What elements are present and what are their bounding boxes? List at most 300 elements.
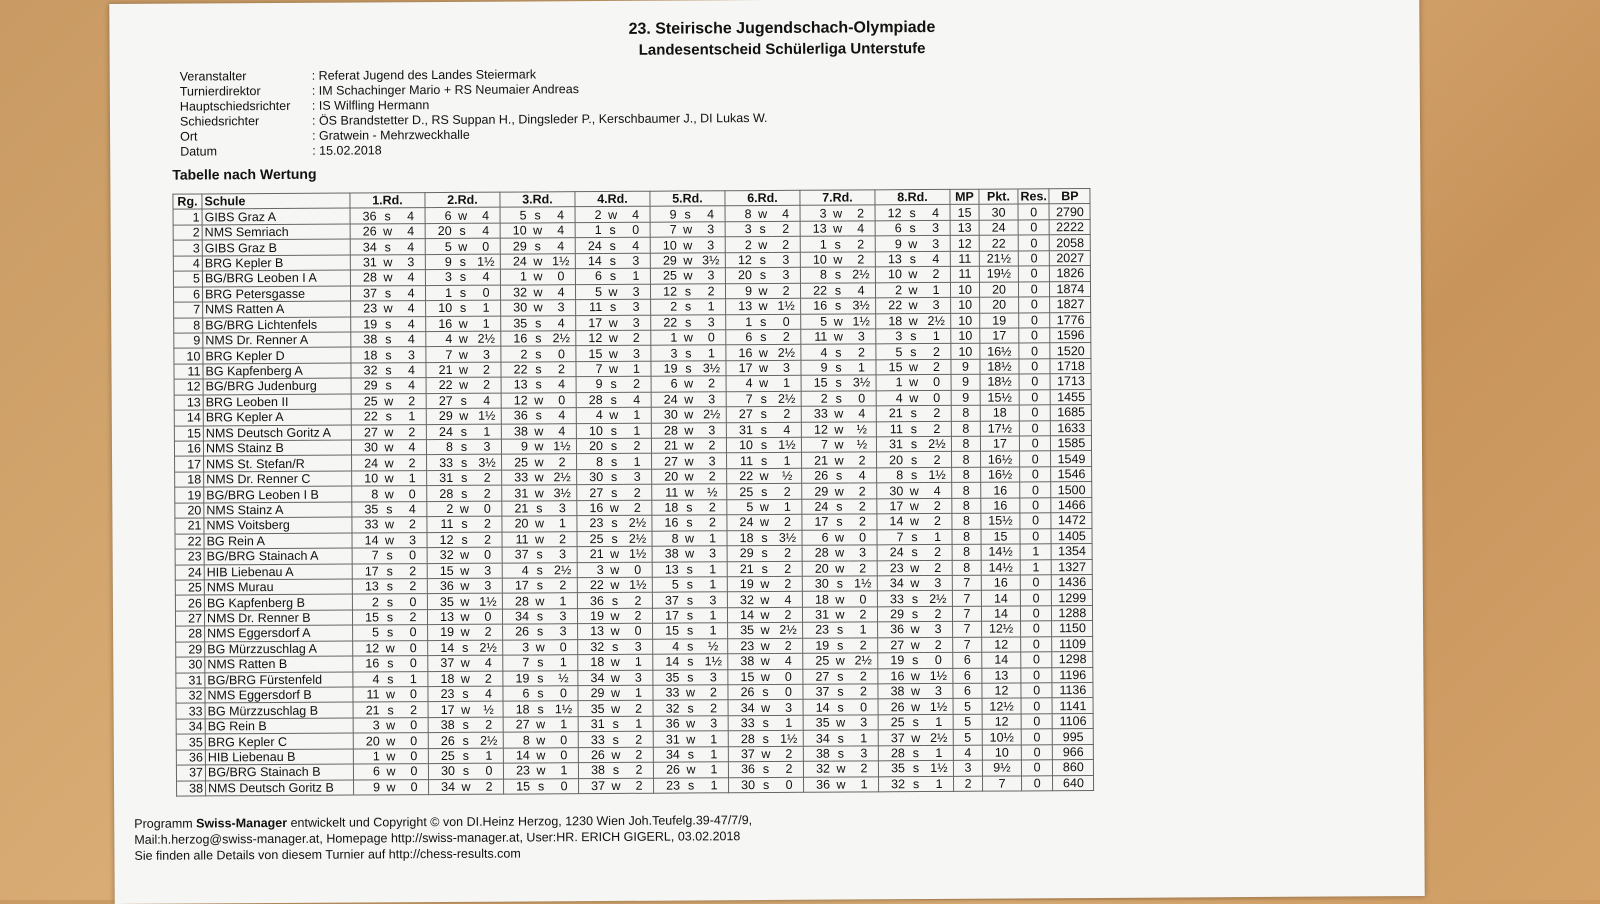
color-cell: w [757, 700, 775, 716]
color-cell: w [379, 224, 397, 240]
color-cell: s [832, 746, 850, 762]
round-points-cell: 0 [772, 314, 801, 330]
round-points-cell: 2 [398, 424, 427, 440]
round-points-cell: 1½ [772, 298, 801, 314]
color-cell: w [604, 315, 622, 331]
color-cell: s [830, 514, 848, 530]
opponent-cell: 16 [726, 345, 755, 361]
round-points-cell: 2½ [548, 470, 577, 486]
color-cell: w [832, 761, 850, 777]
color-cell: w [906, 668, 924, 684]
color-cell: s [604, 269, 622, 285]
opponent-cell: 38 [728, 654, 757, 670]
header-round: 7.Rd. [800, 190, 875, 206]
opponent-cell: 37 [428, 656, 457, 672]
color-cell: w [454, 331, 472, 347]
round-points-cell: 0 [547, 269, 576, 285]
round-points-cell: 2 [850, 761, 879, 777]
color-cell: w [530, 423, 548, 439]
round-points-cell: 3 [622, 253, 651, 269]
mp-cell: 7 [953, 637, 982, 653]
opponent-cell: 34 [803, 730, 832, 746]
color-cell: s [831, 684, 849, 700]
color-cell: w [530, 454, 548, 470]
round-points-cell: 1 [548, 516, 577, 532]
round-points-cell: 3 [924, 683, 953, 699]
round-points-cell: 2 [472, 362, 501, 378]
opponent-cell: 26 [653, 762, 682, 778]
color-cell: w [607, 701, 625, 717]
school-cell: NMS Eggersdorf A [205, 625, 353, 641]
opponent-cell: 24 [575, 238, 604, 254]
results-sheet [109, 0, 1424, 904]
pkt-cell: 16½ [980, 343, 1019, 359]
opponent-cell: 25 [577, 531, 606, 547]
color-cell: s [679, 299, 697, 315]
round-points-cell: 3 [473, 439, 502, 455]
opponent-cell: 9 [875, 236, 904, 252]
color-cell: s [906, 606, 924, 622]
opponent-cell: 20 [425, 223, 454, 239]
bp-cell: 1288 [1052, 605, 1093, 621]
color-cell: w [456, 609, 474, 625]
color-cell: w [906, 622, 924, 638]
opponent-cell: 1 [726, 314, 755, 330]
color-cell: s [455, 470, 473, 486]
opponent-cell: 35 [803, 715, 832, 731]
rank-cell: 6 [173, 287, 202, 303]
mp-cell: 8 [952, 498, 981, 514]
color-cell: s [606, 593, 624, 609]
rank-cell: 38 [177, 781, 206, 797]
color-cell: w [756, 669, 774, 685]
color-cell: w [755, 468, 773, 484]
round-points-cell: 0 [774, 684, 803, 700]
opponent-cell: 31 [653, 731, 682, 747]
page-subtitle: Landesentscheid Schülerliga Unterstufe [638, 40, 926, 59]
opponent-cell: 29 [877, 606, 906, 622]
color-cell: w [457, 702, 475, 718]
round-points-cell: 2 [924, 637, 953, 653]
round-points-cell: 2 [400, 702, 429, 718]
rank-cell: 33 [176, 703, 205, 719]
round-points-cell: 1 [700, 746, 729, 762]
header-school: Schule [202, 193, 350, 209]
round-points-cell: 2 [924, 544, 953, 560]
opponent-cell: 17 [576, 315, 605, 331]
color-cell: w [380, 424, 398, 440]
color-cell: s [382, 702, 400, 718]
round-points-cell: 2½ [623, 531, 652, 547]
round-points-cell: 0 [399, 548, 428, 564]
bp-cell: 1136 [1052, 683, 1093, 699]
round-points-cell: 3 [697, 314, 726, 330]
color-cell: s [907, 714, 925, 730]
school-cell: BG Kapfenberg B [204, 594, 352, 610]
color-cell: s [904, 328, 922, 344]
opponent-cell: 33 [877, 591, 906, 607]
round-points-cell: 1 [698, 530, 727, 546]
round-points-cell: 0 [399, 687, 428, 703]
mp-cell: 11 [950, 251, 979, 267]
round-points-cell: 2 [773, 406, 802, 422]
round-points-cell: 2 [698, 515, 727, 531]
opponent-cell: 33 [728, 715, 757, 731]
opponent-cell: 24 [802, 499, 831, 515]
opponent-cell: 12 [725, 252, 754, 268]
mp-cell: 7 [952, 606, 981, 622]
rank-cell: 30 [176, 657, 205, 673]
round-points-cell: 2 [623, 500, 652, 516]
color-cell: w [832, 715, 850, 731]
res-cell: 0 [1019, 359, 1050, 375]
color-cell: w [680, 422, 698, 438]
round-points-cell: 2½ [549, 562, 578, 578]
round-points-cell: 1 [625, 716, 654, 732]
opponent-cell: 33 [801, 406, 830, 422]
opponent-cell: 24 [727, 515, 756, 531]
opponent-cell: 7 [650, 222, 679, 238]
round-points-cell: 4 [472, 223, 501, 239]
opponent-cell: 16 [577, 500, 606, 516]
round-points-cell: 0 [399, 594, 428, 610]
round-points-cell: 2 [847, 205, 876, 221]
color-cell: s [906, 653, 924, 669]
bp-cell: 1455 [1051, 389, 1092, 405]
color-cell: w [754, 345, 772, 361]
opponent-cell: 3 [503, 640, 532, 656]
round-points-cell: 1 [697, 345, 726, 361]
round-points-cell: 1 [700, 731, 729, 747]
color-cell: w [529, 284, 547, 300]
color-cell: w [831, 653, 849, 669]
color-cell: w [381, 687, 399, 703]
bp-cell: 640 [1053, 775, 1094, 791]
round-points-cell: 2 [922, 267, 951, 283]
opponent-cell: 36 [653, 716, 682, 732]
tournament-info [180, 66, 768, 160]
pkt-cell: 20 [979, 282, 1018, 298]
color-cell: w [682, 762, 700, 778]
round-points-cell: 2 [774, 576, 803, 592]
opponent-cell: 3 [725, 221, 754, 237]
bp-cell: 1520 [1050, 343, 1091, 359]
opponent-cell: 36 [803, 777, 832, 793]
color-cell: w [380, 455, 398, 471]
rank-cell: 23 [175, 549, 204, 565]
round-points-cell: 4 [547, 223, 576, 239]
color-cell: w [530, 485, 548, 501]
color-cell: s [679, 314, 697, 330]
round-points-cell: 1½ [923, 467, 952, 483]
color-cell: w [906, 684, 924, 700]
color-cell: w [682, 716, 700, 732]
opponent-cell: 19 [577, 608, 606, 624]
color-cell: w [530, 393, 548, 409]
round-points-cell: 2 [698, 438, 727, 454]
color-cell: w [380, 471, 398, 487]
round-points-cell: 0 [848, 529, 877, 545]
round-points-cell: 2 [625, 701, 654, 717]
round-points-cell: 1 [549, 655, 578, 671]
round-points-cell: 3 [847, 329, 876, 345]
round-points-cell: 1 [922, 328, 951, 344]
color-cell: s [379, 285, 397, 301]
round-points-cell: 0 [399, 625, 428, 641]
round-points-cell: 4 [548, 377, 577, 393]
opponent-cell: 5 [353, 625, 382, 641]
rank-cell: 26 [175, 595, 204, 611]
opponent-cell: 2 [352, 594, 381, 610]
color-cell: w [679, 253, 697, 269]
round-points-cell: 2 [623, 376, 652, 392]
round-points-cell: 1 [623, 407, 652, 423]
opponent-cell: 6 [875, 221, 904, 237]
school-cell: BG/BRG Leoben I B [204, 486, 352, 502]
opponent-cell: 17 [502, 578, 531, 594]
opponent-cell: 28 [651, 423, 680, 439]
color-cell: s [830, 499, 848, 515]
round-points-cell: 1 [398, 470, 427, 486]
rank-cell: 17 [175, 456, 204, 472]
opponent-cell: 15 [576, 346, 605, 362]
opponent-cell: 35 [352, 502, 381, 518]
color-cell: s [529, 315, 547, 331]
round-points-cell: 1 [399, 671, 428, 687]
res-cell: 0 [1020, 451, 1051, 467]
color-cell: w [682, 731, 700, 747]
color-cell: w [606, 562, 624, 578]
color-cell: s [681, 654, 699, 670]
res-cell: 0 [1021, 698, 1052, 714]
opponent-cell: 10 [352, 471, 381, 487]
round-points-cell: 0 [850, 699, 879, 715]
color-cell: w [830, 452, 848, 468]
round-points-cell: 4 [622, 238, 651, 254]
round-points-cell: 0 [924, 652, 953, 668]
opponent-cell: 23 [577, 516, 606, 532]
round-points-cell: 2 [622, 330, 651, 346]
opponent-cell: 11 [801, 329, 830, 345]
pkt-cell: 9½ [982, 760, 1021, 776]
opponent-cell: 26 [728, 685, 757, 701]
color-cell: w [531, 593, 549, 609]
opponent-cell: 30 [351, 440, 380, 456]
school-cell: NMS Deutsch Goritz B [206, 780, 354, 796]
round-points-cell: 2 [700, 700, 729, 716]
bp-cell: 1874 [1050, 281, 1091, 297]
opponent-cell: 1 [500, 269, 529, 285]
rank-cell: 15 [174, 426, 203, 442]
round-points-cell: 2 [475, 717, 504, 733]
color-cell: s [757, 715, 775, 731]
opponent-cell: 35 [878, 761, 907, 777]
color-cell: s [455, 393, 473, 409]
color-cell: s [906, 591, 924, 607]
header-round: 1.Rd. [350, 193, 425, 209]
color-cell: s [680, 500, 698, 516]
round-points-cell: 2 [924, 560, 953, 576]
color-cell: s [679, 284, 697, 300]
opponent-cell: 6 [651, 376, 680, 392]
opponent-cell: 15 [801, 375, 830, 391]
round-points-cell: 2 [847, 236, 876, 252]
color-cell: w [756, 592, 774, 608]
color-cell: s [831, 669, 849, 685]
opponent-cell: 21 [353, 702, 382, 718]
opponent-cell: 17 [352, 563, 381, 579]
round-points-cell: 2½ [774, 623, 803, 639]
opponent-cell: 23 [803, 622, 832, 638]
opponent-cell: 36 [350, 208, 379, 224]
color-cell: s [681, 592, 699, 608]
color-cell: s [456, 686, 474, 702]
round-points-cell: 2½ [772, 345, 801, 361]
round-points-cell: 2½ [847, 267, 876, 283]
color-cell: s [455, 455, 473, 471]
color-cell: w [906, 560, 924, 576]
color-cell: s [529, 207, 547, 223]
color-cell: w [380, 532, 398, 548]
color-cell: s [605, 454, 623, 470]
round-points-cell: 2 [398, 455, 427, 471]
round-points-cell: 1½ [474, 593, 503, 609]
color-cell: s [905, 467, 923, 483]
round-points-cell: 1½ [547, 253, 576, 269]
school-cell: NMS Dr. Renner B [204, 610, 352, 626]
opponent-cell: 1 [876, 375, 905, 391]
opponent-cell: 19 [503, 671, 532, 687]
rank-cell: 10 [174, 348, 203, 364]
color-cell: s [454, 223, 472, 239]
footer-line-2: Mail:h.herzog@swiss-manager.at, Homepage http://swiss-manager.at, User:HR. ERICH GIGERL, 03.02.2018 [134, 829, 741, 847]
color-cell: s [456, 640, 474, 656]
school-cell: BG/BRG Lichtenfels [203, 317, 351, 333]
opponent-cell: 28 [502, 593, 531, 609]
round-points-cell: 3 [849, 545, 878, 561]
opponent-cell: 37 [803, 684, 832, 700]
opponent-cell: 6 [802, 530, 831, 546]
info-value: : Gratwein - Mehrzweckhalle [312, 127, 470, 143]
rank-cell: 35 [176, 734, 205, 750]
color-cell: w [905, 375, 923, 391]
pkt-cell: 21½ [979, 251, 1018, 267]
color-cell: s [379, 332, 397, 348]
opponent-cell: 6 [425, 208, 454, 224]
opponent-cell: 25 [727, 484, 756, 500]
mp-cell: 8 [951, 421, 980, 437]
color-cell: w [529, 269, 547, 285]
color-cell: s [756, 561, 774, 577]
bp-cell: 1150 [1052, 621, 1093, 637]
pkt-cell: 17 [980, 436, 1019, 452]
round-points-cell: 0 [472, 238, 501, 254]
opponent-cell: 26 [428, 733, 457, 749]
bp-cell: 1718 [1050, 358, 1091, 374]
color-cell: w [529, 300, 547, 316]
round-points-cell: 4 [474, 686, 503, 702]
opponent-cell: 32 [578, 639, 607, 655]
color-cell: s [530, 501, 548, 517]
round-points-cell: 2½ [547, 331, 576, 347]
round-points-cell: 1 [850, 730, 879, 746]
bp-cell: 2222 [1050, 219, 1091, 235]
opponent-cell: 34 [429, 779, 458, 795]
opponent-cell: 26 [578, 747, 607, 763]
opponent-cell: 22 [426, 378, 455, 394]
color-cell: s [754, 252, 772, 268]
color-cell: w [456, 655, 474, 671]
color-cell: s [754, 314, 772, 330]
opponent-cell: 5 [652, 577, 681, 593]
color-cell: s [682, 700, 700, 716]
round-points-cell: 0 [475, 763, 504, 779]
color-cell: s [755, 437, 773, 453]
info-value: : ÖS Brandstetter D., RS Suppan H., Dingsleder P., Kerschbaumer J., DI Lukas W. [311, 110, 768, 128]
color-cell: w [830, 422, 848, 438]
round-points-cell: 2 [849, 684, 878, 700]
bp-cell: 1685 [1051, 405, 1092, 421]
info-label: Veranstalter [179, 69, 247, 84]
bp-cell: 1596 [1050, 327, 1091, 343]
opponent-cell: 19 [727, 577, 756, 593]
school-cell: BRG Kepler B [202, 255, 350, 271]
bp-cell: 1436 [1052, 574, 1093, 590]
round-points-cell: 1 [550, 717, 579, 733]
round-points-cell: 1½ [773, 437, 802, 453]
round-points-cell: 4 [397, 285, 426, 301]
opponent-cell: 29 [802, 483, 831, 499]
round-points-cell: 3 [623, 469, 652, 485]
opponent-cell: 7 [576, 361, 605, 377]
opponent-cell: 25 [803, 653, 832, 669]
opponent-cell: 24 [500, 254, 529, 270]
opponent-cell: 18 [727, 530, 756, 546]
info-value: : Referat Jugend des Landes Steiermark [311, 67, 537, 83]
color-cell: s [531, 624, 549, 640]
header-rank: Rg. [173, 194, 202, 210]
rank-cell: 9 [174, 333, 203, 349]
opponent-cell: 38 [428, 717, 457, 733]
color-cell: s [531, 578, 549, 594]
opponent-cell: 11 [427, 517, 456, 533]
round-points-cell: ½ [848, 437, 877, 453]
round-points-cell: 4 [923, 483, 952, 499]
color-cell: s [604, 299, 622, 315]
round-points-cell: 4 [473, 393, 502, 409]
opponent-cell: 32 [878, 776, 907, 792]
opponent-cell: 27 [351, 424, 380, 440]
opponent-cell: 29 [351, 378, 380, 394]
round-points-cell: 4 [397, 270, 426, 286]
round-points-cell: 3 [924, 622, 953, 638]
round-points-cell: 2 [624, 593, 653, 609]
rank-cell: 8 [174, 317, 203, 333]
color-cell: s [679, 206, 697, 222]
rank-cell: 16 [174, 441, 203, 457]
opponent-cell: 25 [351, 394, 380, 410]
round-points-cell: 0 [547, 346, 576, 362]
bp-cell: 1585 [1051, 436, 1092, 452]
opponent-cell: 26 [878, 699, 907, 715]
opponent-cell: 13 [501, 377, 530, 393]
round-points-cell: 1½ [925, 761, 954, 777]
opponent-cell: 10 [726, 438, 755, 454]
opponent-cell: 22 [351, 409, 380, 425]
round-points-cell: 4 [848, 468, 877, 484]
round-points-cell: 0 [400, 748, 429, 764]
round-points-cell: 1½ [775, 731, 804, 747]
